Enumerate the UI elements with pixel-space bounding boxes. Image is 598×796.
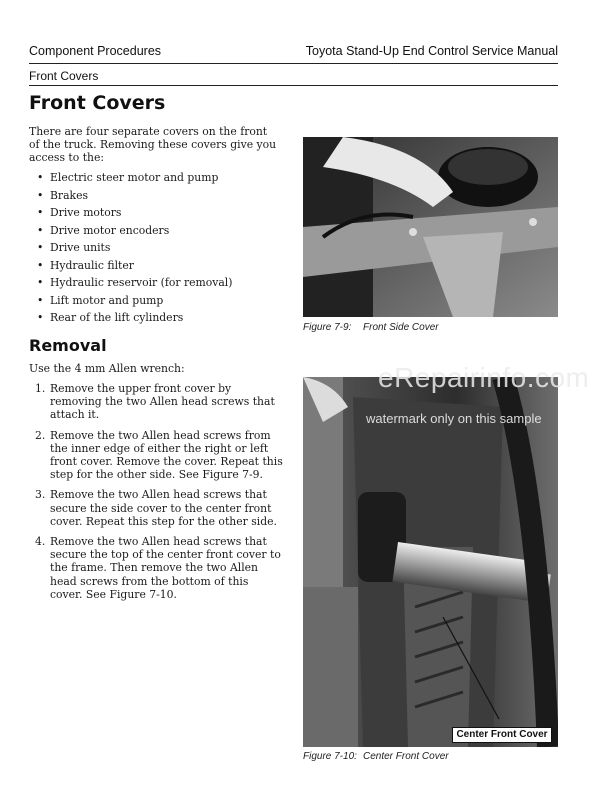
step-item xyxy=(29,488,284,528)
step-item xyxy=(29,429,284,482)
figure-title: Front Side Cover xyxy=(363,322,439,333)
figure-front-side-cover-photo xyxy=(303,137,558,317)
section-rule xyxy=(29,85,558,86)
list-item: • Rear of the lift cylinders xyxy=(37,311,184,324)
figure-caption xyxy=(303,322,439,333)
step-text: Remove the two Allen head screws from the inner edge of either the right or left front cover. Remove the cover. Repeat this step for the other side. See Figure 7-9. xyxy=(50,428,283,482)
figure-center-front-cover-photo xyxy=(303,377,558,747)
bullet-icon: • xyxy=(37,241,44,254)
running-header-right: Toyota Stand-Up End Control Service Manual xyxy=(305,44,558,58)
step-text: Remove the two Allen head screws that secure the top of the center front cover to the frame. Then remove the two Allen head screws from the bottom of this cover. See Figure 7-10. xyxy=(50,535,281,601)
figure-caption xyxy=(303,751,449,762)
watermark-note: watermark only on this sample xyxy=(366,411,542,426)
step-number: 3. xyxy=(35,488,46,502)
list-item: • Drive motor encoders xyxy=(37,223,170,237)
bullet-icon: • xyxy=(37,188,44,202)
figure-number: Figure 7-9: xyxy=(303,322,352,333)
step-text: Remove the two Allen head screws that secure the side cover to the center front cover. Repeat this step for the other side. xyxy=(50,488,277,528)
step-text: Remove the upper front cover by removing the two Allen head screws that attach it. xyxy=(50,382,275,422)
header-rule xyxy=(29,63,558,64)
running-header-left: Component Procedures xyxy=(29,44,162,58)
photo-illustration xyxy=(303,137,558,317)
access-list xyxy=(29,171,232,329)
removal-steps xyxy=(29,382,284,608)
page-title: Front Covers xyxy=(29,92,166,114)
step-number: 1. xyxy=(35,382,46,395)
bullet-icon: • xyxy=(37,276,44,289)
intro-paragraph: There are four separate covers on the front of the truck. Removing these covers give you access to the: xyxy=(29,125,277,165)
list-item: • Electric steer motor and pump xyxy=(37,171,219,184)
step-number: 4. xyxy=(35,535,46,549)
bullet-icon: • xyxy=(37,293,44,307)
bullet-icon: • xyxy=(37,223,44,237)
step-item xyxy=(29,382,284,422)
figure-number: Figure 7-10: xyxy=(303,751,357,762)
bullet-icon: • xyxy=(37,258,44,272)
list-item: • Hydraulic reservoir (for removal) xyxy=(37,276,233,289)
figure-title: Center Front Cover xyxy=(363,751,449,762)
section-label: Front Covers xyxy=(29,69,99,83)
list-item: • Brakes xyxy=(37,188,89,202)
watermark-site: eRepairinfo.com xyxy=(378,362,590,393)
list-item: • Lift motor and pump xyxy=(37,293,164,307)
photo-illustration xyxy=(303,377,558,747)
list-item: • Drive motors xyxy=(37,206,122,219)
list-item: • Drive units xyxy=(37,241,111,254)
bullet-icon: • xyxy=(37,311,44,324)
center-front-cover-callout: Center Front Cover xyxy=(452,727,552,743)
removal-lead: Use the 4 mm Allen wrench: xyxy=(29,362,185,375)
removal-heading: Removal xyxy=(29,336,107,355)
list-item: • Hydraulic filter xyxy=(37,258,134,272)
bullet-icon: • xyxy=(37,171,44,184)
step-number: 2. xyxy=(35,428,46,442)
bullet-icon: • xyxy=(37,206,44,219)
step-item xyxy=(29,535,284,601)
